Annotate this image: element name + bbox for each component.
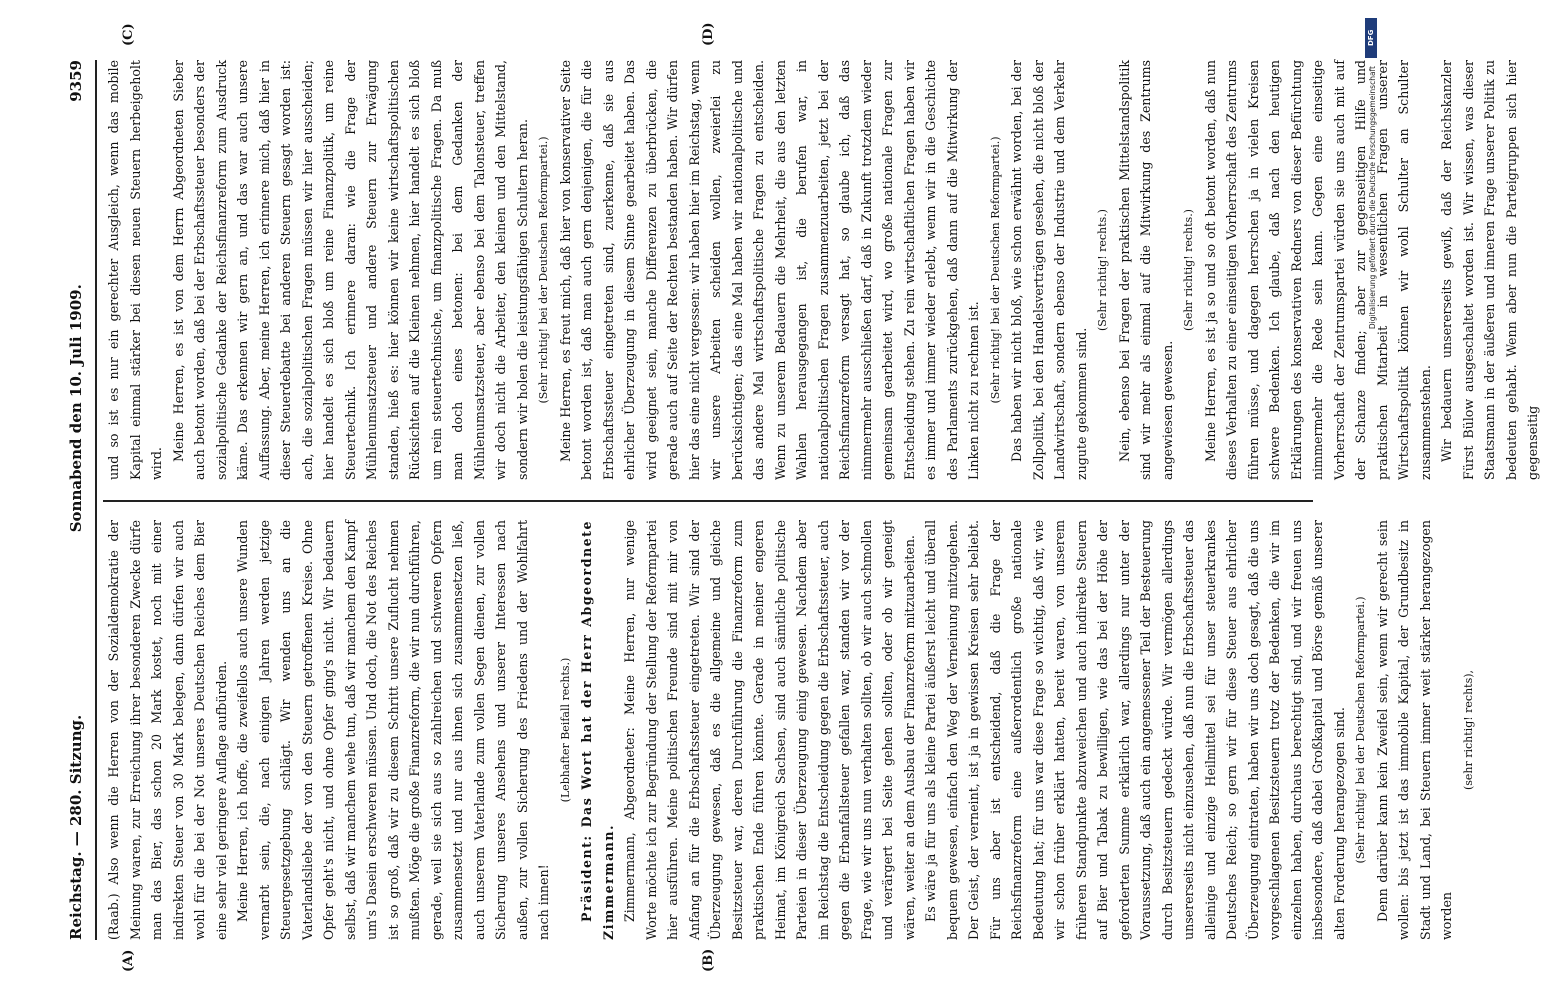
page-header: [59, 60, 93, 940]
paragraph: Denn darüber kann kein Zweifel sein, wenn wir gerecht sein wollen: bis jetzt ist das immobile Kapital, der Grundbesitz in Stadt und Land, bei Steuern immer weit stärker herangezogen worden: [1374, 520, 1454, 940]
margin-mark-b: (B): [701, 948, 716, 972]
dfg-credit: Digitalisierung gefördert durch die Deutsche Forschungsgemeinschaft: [1368, 66, 1377, 330]
paragraph: Meine Herren, es freut mich, daß hier von konservativer Seite betont worden ist, daß man auch gern denjenigen, die für die Erbschaftssteuer eingetreten sind, zuerkenne, daß sie aus ehrlicher Überzeugung in diesem Sinne gearbeitet haben. Das wird geeignet sein, manche Differenzen zu überbrücken, die gerade auch auf Seite der Rechten bestanden haben. Wir dürfen hier das eine nicht vergessen: wir haben hier im Reichstag, wenn wir unsere Arbeiten scheiden wollen, zweierlei zu berücksichtigen; das eine Mal haben wir nationalpolitische und das andere Mal wirtschaftspolitische Fragen zu entscheiden. Wenn zu unserem Bedauern die Mehrheit, die aus den letzten Wahlen herausgegangen ist, die berufen war, in nationalpolitischen Fragen zusammenzuarbeiten, jetzt bei der Reichsfinanzreform versagt hat, so glaube ich, daß das nimmermehr ausschließen darf, daß in Zukunft trotzdem wieder gemeinsam gearbeitet wird, wo große nationale Fragen zur Entscheidung stehen. Zu rein wirtschaftlichen Fragen haben wir es immer und immer wieder erlebt, wenn wir in die Geschichte des Parlaments zurückgehen, daß dann auf die Mitwirkung der Linken nicht zu rechnen ist.: [557, 60, 981, 480]
paragraph: Nein, ebenso bei Fragen der praktischen Mittelstandspolitik sind wir mehr als einmal auf die Mitwirkung des Zentrums angewiesen gewesen.: [1116, 60, 1175, 480]
digitization-sidebar: [1369, 10, 1379, 780]
paragraph: Meine Herren, ich hoffe, die zweifellos auch unsere Wunden vernarbt sein, die, nach einigen Jahren werden jetzige Steuergesetzgebung schlägt. Wir wenden uns an die Vaterlandsliebe der von den Steuern getroffenen Kreise. Ohne Opfer geht's nicht, und ohne Opfer ging's nicht. Wir bedauern selbst, daß wir manchem wehe tun, daß wir manchem den Kampf um's Dasein erschweren müssen. Und doch, die Not des Reiches ist so groß, daß wir zu diesem Schritt unsere Zuflucht nehmen mußten. Möge die große Finanzreform, die wir nun durchführen, gerade, weil sie sich aus so zahlreichen und schweren Opfern zusammensetzt und nur aus ihnen sich zusammensetzen ließ, auch unserem Vaterlande zum vollen Segen dienen, zur vollen Sicherung unseres Ansehens und unserer Interessen nach außen, zur vollen Sicherung des Friedens und der Wohlfahrt nach innen!: [235, 520, 551, 940]
header-rule: [95, 60, 97, 940]
president-line: Präsident: Das Wort hat der Herr Abgeordnete Zimmermann.: [579, 520, 616, 940]
paragraph: Meine Herren, es ist ja so und so oft betont worden, daß nun dieses Verhalten zu einer einseitigen Vorherrschaft des Zentrums führen müsse, und dagegen herrschen ja in vielen Kreisen schwere Bedenken. Ich glaube, daß nach den heutigen Erklärungen des konservativen Redners von dieser Befürchtung nimmermehr die Rede sein kann. Gegen eine einseitige Vorherrschaft der Zentrumspartei würden sie uns auch mit auf der Schanze finden; aber zur gegenseitigen Hilfe und praktischen Mitarbeit in wesentlichen Fragen unserer Wirtschaftspolitik können wir wohl Schulter an Schulter zusammenstehen.: [1202, 60, 1433, 480]
applause-note: (Sehr richtig! bei der Deutschen Reformpartei.): [988, 136, 1002, 404]
margin-mark-d: (D): [701, 22, 716, 46]
margin-mark-a: (A): [121, 949, 136, 972]
margin-mark-c: (C): [121, 23, 136, 46]
applause-note: (Sehr richtig! bei der Deutschen Reformpartei.): [537, 136, 550, 404]
left-column: [103, 520, 1475, 940]
applause-note: (Sehr richtig! rechts.): [1096, 209, 1109, 331]
applause-note: (sehr richtig! rechts),: [1461, 669, 1475, 791]
speech-zimmermann: Zimmermann, Abgeordneter: Meine Herren, nur wenige Worte möchte ich zur Begründung der Stellung der Reformpartei hier ausführen. Meine politischen Freunde sind mit mir von Anfang an für die Erbschaftssteuer eingetreten. Wir sind der Überzeugung gewesen, daß es die allgemeine und gleiche Besitzsteuer war, deren Durchführung die Finanzreform zum praktischen Ende führen könnte. Gerade in meiner engeren Heimat, im Königreich Sachsen, sind auch sämtliche politische Parteien in dieser Überzeugung einig gewesen. Nachdem aber im Reichstag die Entscheidung gegen die Erbschaftssteuer, auch gegen die Erbanfallsteuer gefallen war, standen wir vor der Frage, wie wir uns nun verhalten sollten, ob wir auch schmollen und verärgert bei Seite gehen sollten, oder ob wir geneigt wären, weiter an dem Ausbau der Finanzreform mitzuarbeiten.: [622, 520, 917, 940]
header-session: Reichstag. — 280. Sitzung.: [67, 714, 85, 940]
applause-note: (Sehr richtig! bei der Deutschen Reformpartei.): [1354, 596, 1367, 864]
paragraph: (Raab.) Also wenn die Herren von der Sozialdemokratie der Meinung waren, zur Erreichung ihrer besonderen Zwecke dürfe man das Bier, das schon 20 Mark kostet, noch mit einer indirekten Steuer von 30 Mark belegen, dann dürfen wir auch wohl für die bei der Not unseres Deutschen Reiches dem Bier eine sehr viel geringere Auflage aufbürden.: [106, 520, 229, 940]
page-number: 9359: [67, 60, 85, 102]
dfg-logo: DFG: [1365, 18, 1377, 58]
column-divider: [103, 500, 1313, 502]
paragraph: Es wäre ja für uns als kleine Partei äußerst leicht und überall bequem gewesen, einfach den Weg der Verneinung mitzugehen. Der Geist, der verneint, ist ja in gewissen Kreisen sehr beliebt. Für uns aber ist entscheidend, daß die Frage der Reichsfinanzreform eine außerordentlich große nationale Bedeutung hat; für uns war diese Frage so wichtig, daß wir, wie wir schon früher erklärt hatten, bereit waren, von unserem früheren Standpunkte abzuweichen und auch indirekte Steuern auf Bier und Tabak zu bewilligen, wie das bei der Höhe der geforderten Summe erklärlich war, allerdings nur unter der Voraussetzung, daß auch ein angemessener Teil der Besteuerung durch Besitzsteuern gedeckt würde. Wir vermögen allerdings unsererseits nicht einzusehen, daß nun die Erbschaftssteuer das alleinige und einzige Heilmittel sei für unser steuerkrankes Deutsches Reich; so gern wir für diese Steuer aus ehrlicher Überzeugung eintraten, haben wir uns doch gesagt, daß die uns vorgeschlagenen Besitzsteuern trotz der Bedenken, die wir im einzelnen haben, durchaus berechtigt sind, und wir freuen uns insbesondere, daß dabei Großkapital und Börse gemäß unserer alten Forderung herangezogen sind.: [923, 520, 1347, 940]
header-date: Sonnabend den 10. Juli 1909.: [67, 284, 85, 533]
paragraph: und so ist es nur ein gerechter Ausgleich, wenn das mobile Kapital einmal stärker bei diesen neuen Steuern herbeigeholt wird.: [106, 60, 164, 480]
paragraph: Das haben wir nicht bloß, wie schon erwähnt worden, bei der Zollpolitik, bei den Handelsverträgen gesehen, die nicht bloß der Landwirtschaft, sondern ebenso der Industrie und dem Verkehr zugute gekommen sind.: [1009, 60, 1089, 480]
paragraph: Wir bedauern unsererseits gewiß, daß der Reichskanzler Fürst Bülow ausgeschaltet worden ist. Wir wissen, was dieser Staatsmann in der äußeren und inneren Frage unserer Politik zu bedeuten gehabt. Wenn aber nun die Parteigruppen sich hier gegenseitig: [1439, 60, 1540, 480]
applause-note: (Sehr richtig! rechts.): [1182, 209, 1195, 331]
applause-note: (Lebhafter Beifall rechts.): [558, 657, 572, 803]
paragraph: Meine Herren, es ist von dem Herrn Abgeordneten Sieber auch betont worden, daß bei der Erbschaftssteuer besonders der sozialpolitische Gedanke der Reichsfinanzreform zum Ausdruck käme. Das erkennen wir gern an, und das war auch unsere Auffassung. Aber, meine Herren, ich erinnere mich, daß hier in dieser Steuerdebatte bei anderen Steuern gesagt worden ist: ach, die sozialpolitischen Fragen müssen wir hier ausscheiden; hier handelt es sich bloß um reine Finanzpolitik, um reine Steuertechnik. Ich erinnere daran: wie die Frage der Mühlenumsatzsteuer und andere Steuern zur Erwägung standen, hieß es: hier können wir keine wirtschaftspolitischen Rücksichten auf die Kleinen nehmen, hier handelt es sich bloß um rein steuertechnische, um finanzpolitische Fragen. Da muß man doch eines betonen: bei dem Gedanken der Mühlenumsatzsteuer, aber ebenso bei dem Talonsteuer, treffen wir doch nicht die Arbeiter, den kleinen und den Mittelstand, sondern wir holen die leistungsfähigen Schultern heran.: [170, 60, 530, 480]
